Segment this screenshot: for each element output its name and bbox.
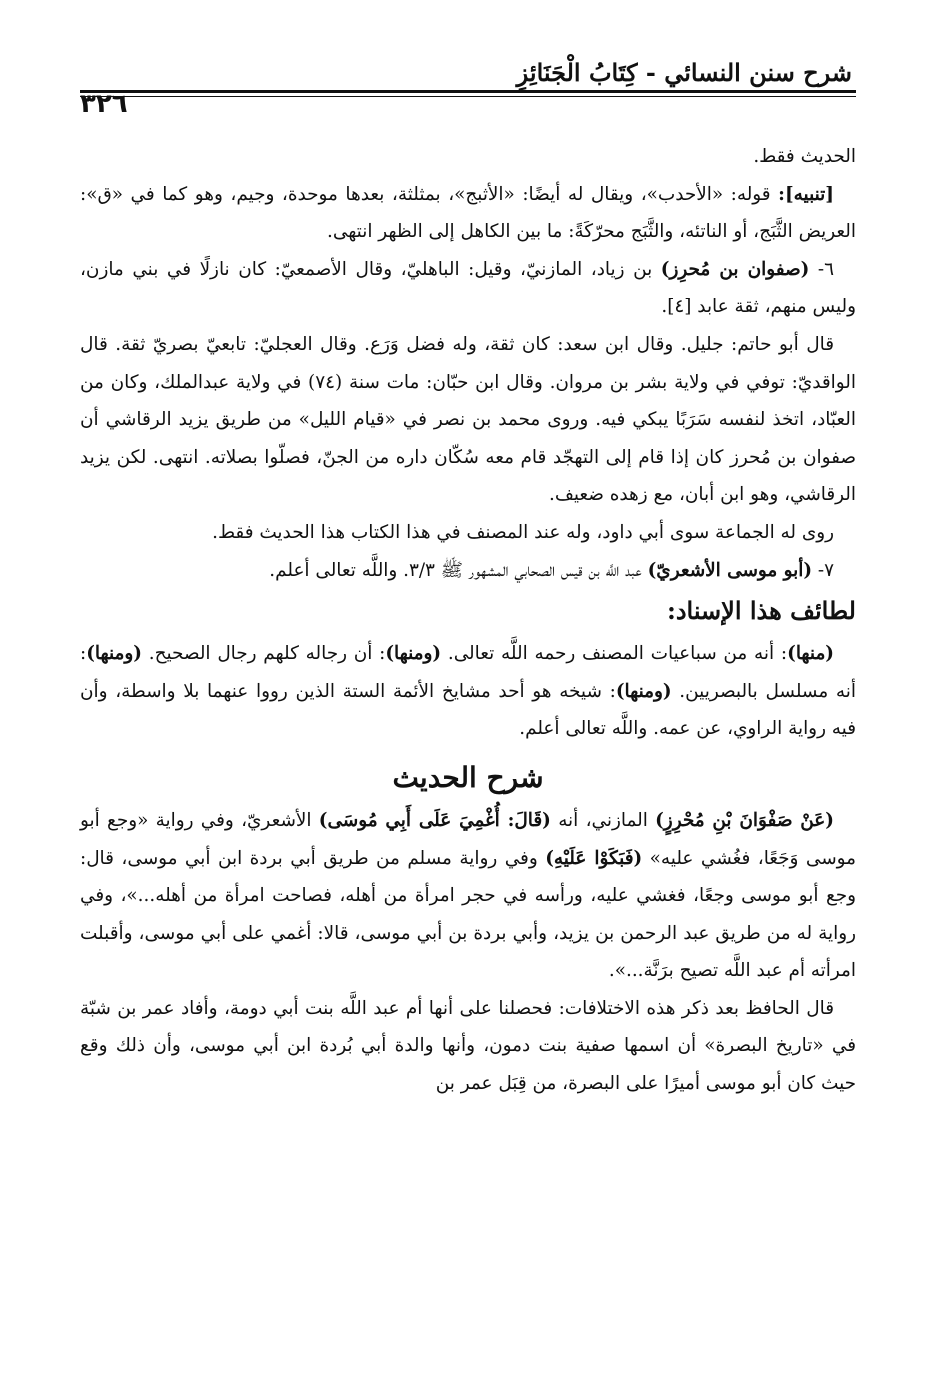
tanbih-text: قوله: «الأحدب»، ويقال له أيضًا: «الأثبج»، بمثلثة، بعدها موحدة، وجيم، وهو كما في «ق»: العريض الثَّبَج، أو الناتئه، والثَّبَج محرّكَةً: ما بين الكاهل إلى الظهر انتهى. xyxy=(80,183,856,243)
paragraph-lataif xyxy=(80,635,856,748)
hadith-quote-2: (قَالَ: أُغْمِيَ عَلَى أَبِي مُوسَى) xyxy=(318,809,551,831)
section-heading-lataif: لطائف هذا الإسناد: xyxy=(666,596,856,626)
sharh-text-2: الأشعريّ، وفي رواية «وجع أبو موسى وَجَعًا، فغُشي عليه» xyxy=(80,809,856,869)
narrator-7-number: ٧- xyxy=(812,559,834,581)
paragraph-tanbih xyxy=(80,176,856,251)
paragraph-narrator-6 xyxy=(80,251,856,326)
lataif-label-1: (منها) xyxy=(787,643,835,665)
header-rule-thick xyxy=(80,90,856,93)
sharh-text-1: المازني، أنه xyxy=(550,809,656,831)
lataif-label-2: (ومنها) xyxy=(385,643,442,665)
lataif-text-3: : أنه مسلسل بالبصريين. xyxy=(80,643,856,702)
page-number: ٣٢٦ xyxy=(80,89,128,119)
lataif-text-2: : أن رجاله كلهم رجال الصحيح. xyxy=(141,643,386,665)
lataif-label-4: (ومنها) xyxy=(615,680,672,702)
hadith-quote-1: (عَنْ صَفْوَانَ بْنِ مُحْرِزٍ) xyxy=(655,809,834,831)
narrator-7-name: (أبو موسى الأشعريّ) xyxy=(647,559,813,581)
narrator-6-name: (صفوان بن مُحرِز) xyxy=(660,258,810,280)
paragraph-narrator-7 xyxy=(80,552,856,590)
page xyxy=(80,52,856,1375)
tanbih-label: [تنبيه]: xyxy=(778,183,834,205)
paragraph-1-text: الحديث فقط. xyxy=(753,146,856,167)
lataif-label-3: (ومنها) xyxy=(86,643,142,665)
section-heading-sharh: شرح الحديث xyxy=(392,760,544,794)
hadith-quote-3: (فَبَكَوْا عَلَيْهِ) xyxy=(545,847,643,869)
narrator-6-number: ٦- xyxy=(809,258,834,280)
lataif-text-1: : أنه من سباعيات المصنف رحمه اللَّه تعالى. xyxy=(441,643,788,665)
sharh-text-3: وفي رواية مسلم من طريق أبي بردة ابن أبي موسى، قال: وجع أبو موسى وجعًا، فغشي عليه، ورأسه في حجر امرأة من أهله، فصاحت امرأة من أهله...»، وفي رواية له من طريق عبد الرحمن بن يزيد، وأبي بردة بن أبي موسى، قالا: أغمي على أبي موسى، وأقبلت امرأته أم عبد اللَّه تصيح برَنَّة...». xyxy=(80,847,856,982)
sharh-text-4: قال الحافظ بعد ذكر هذه الاختلافات: فحصلنا على أنها أم عبد اللَّه بنت أبي دومة، وأفاد عمر بن شبّة في «تاريخ البصرة» أن اسمها صفية بنت دمون، وأنها والدة أبي بُردة ابن أبي موسى، وأن ذلك وقع حيث كان أبو موسى أميرًا على البصرة، من قِبَل عمر بن xyxy=(80,997,856,1095)
narrator-6-details-text: قال أبو حاتم: جليل. وقال ابن سعد: كان ثقة، وله فضل وَرَع. وقال العجليّ: تابعيّ بصريّ ثقة. قال الواقديّ: توفي في ولاية بشر بن مروان. وقال ابن حبّان: مات سنة (٧٤) في ولاية عبدالملك، وكان من العبّاد، اتخذ لنفسه سَرَبًا يبكي فيه. وروى محمد بن نصر في «قيام الليل» من طريق يزيد الرقاشي أن صفوان بن مُحرز كان إذا قام إلى التهجّد قام معه سُكّان داره من الجنّ، فصلّوا بصلاته. انتهى. لكن يزيد الرقاشي، وهو ابن أبان، مع زهده ضعيف. xyxy=(80,333,856,506)
header-rule-thin xyxy=(80,96,856,97)
paragraph-sharh-1 xyxy=(80,802,856,990)
narrator-6-riwaya-text: روى له الجماعة سوى أبي داود، وله عند المصنف في هذا الكتاب هذا الحديث فقط. xyxy=(212,521,834,543)
narrator-7-text: عبد اللَّه بن قيس الصحابي المشهور ﷺ ٣/٣. واللَّه تعالى أعلم. xyxy=(269,559,648,581)
page-body xyxy=(80,138,856,1103)
running-header xyxy=(80,52,856,118)
paragraph-sharh-2 xyxy=(80,990,856,1103)
lataif-text-4: : شيخه هو أحد مشايخ الأئمة الستة الذين رووا عنهما بلا واسطة، وأن فيه رواية الراوي، عن عمه. واللَّه تعالى أعلم. xyxy=(80,680,856,740)
paragraph-narrator-6-details xyxy=(80,326,856,514)
paragraph-narrator-6-riwaya xyxy=(80,514,856,552)
narrator-6-text: بن زياد، المازنيّ، وقيل: الباهليّ، وقال الأصمعيّ: كان نازلًا في بني مازن، وليس منهم، ثقة عابد [٤]. xyxy=(80,258,856,318)
paragraph-1 xyxy=(80,138,856,176)
header-title: شرح سنن النسائي - كِتَابُ الْجَنَائِزِ xyxy=(516,58,852,87)
